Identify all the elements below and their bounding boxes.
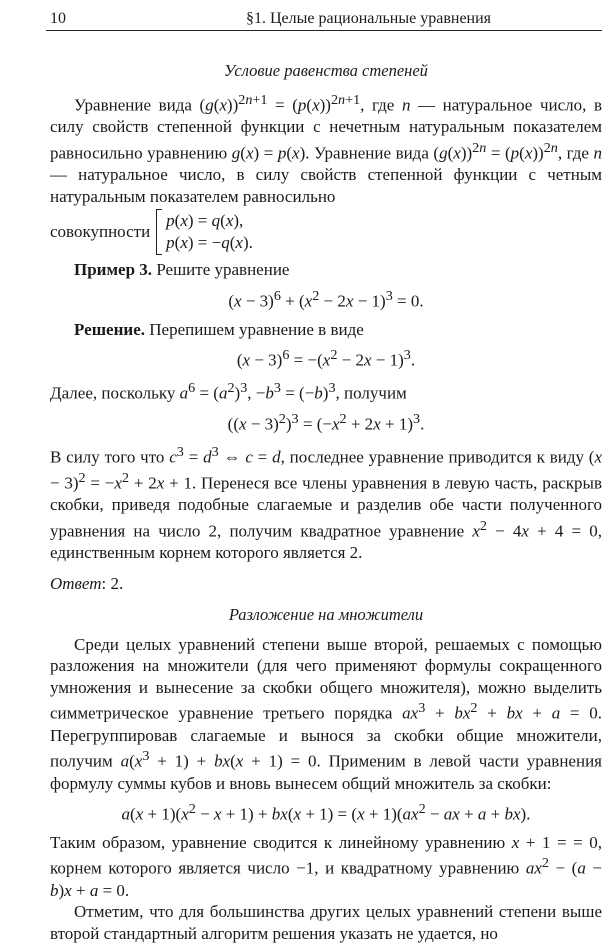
example-label: Пример 3.: [74, 260, 153, 280]
system-line-1: p(x) = q(x),: [166, 211, 244, 231]
equation-system: [50, 209, 602, 255]
solution-equation-1: $(x - 3)^6 = -(x^2 - 2x - 1)^3$.: [236, 347, 416, 370]
system-line-2: p(x) = −q(x).: [166, 233, 253, 253]
paragraph-factoring-3: Отметим, что для большинства других целых уравнений степени выше второй стандартный алгоритм решения указать не удается, но: [50, 902, 602, 943]
page-content: [50, 56, 602, 944]
solution-text: Перепишем уравнение в виде: [149, 319, 364, 339]
solution-heading: [50, 319, 602, 341]
paragraph-factoring-2: Таким образом, уравнение сводится к линейному уравнению x + 1 = = 0, корнем которого является число −1, и квадратному уравнению $ax^2 - (a - b)x + a = 0$.: [50, 832, 603, 900]
solution-equation-2: $((x - 3)^2)^3 = (-x^2 + 2x + 1)^3$.: [227, 411, 425, 434]
paragraph-powers: Уравнение вида $(g(x))^{2n+1} = (p(x))^{2n+1}$, где n — натуральное число, в силу свойств степенной функции с нечетным натуральным показателем равносильно уравнению g(x) = p(x). Уравнение вида $(g(x))^{2n} = (p(x))^{2n}$, где n — натуральное число, в силу свойств степенной функции с четным натуральным показателем равносильно: [50, 92, 603, 206]
answer-label: Ответ: [50, 573, 102, 593]
answer: [50, 574, 602, 594]
factoring-equation: $a(x + 1)(x^2 - x + 1) + bx(x + 1) = (x + 1)(ax^2$ − ax + a + bx).: [121, 801, 531, 824]
running-title: §1. Целые рациональные уравнения: [246, 10, 492, 27]
solution-label: Решение.: [74, 319, 145, 339]
section-title-powers: Условие равенства степеней: [224, 61, 428, 80]
page-number: 10: [50, 10, 66, 27]
example-heading: [50, 259, 602, 281]
solution-line-2: Далее, поскольку $a^6 = (a^2)^3$, $-b^3 = (-b)^3$, получим: [50, 379, 407, 403]
example-equation: $(x - 3)^6 + (x^2 - 2x - 1)^3 = 0$.: [228, 287, 424, 311]
system-lines: [166, 210, 253, 254]
section-title-factoring: Разложение на множители: [228, 604, 424, 624]
paragraph-factoring-1: Среди целых уравнений степени выше второй, решаемых с помощью разложения на множители (для чего применяют формулы сокращенного умножения и вынесение за скобки общего множителя), можно выделить симметрическое уравнение третьего порядка $ax^3 + bx^2$ + bx + a = 0. Перегруппировав слагаемые и вынося за скобки общие множители, получим $a(x^3 + 1) + bx(x + 1) = 0$. Применим в левой части уравнения формулу суммы кубов и вновь вынесем общий множитель за скобки:: [50, 634, 603, 793]
example-text: Решите уравнение: [156, 260, 290, 280]
square-bracket-icon: [156, 209, 162, 255]
system-label: совокупности: [50, 222, 151, 242]
answer-value: : 2.: [101, 573, 124, 593]
page-header: [46, 6, 602, 31]
solution-paragraph: В силу того что $c^3 = d^3$ ⇔ c = d, последнее уравнение приводится к виду $(x - 3)^2 = -x^2 + 2x + 1$. Перенеся все члены уравнения в левую часть, раскрыв скобки, приведя подобные слагаемые и разделив обе части полученного уравнения на число 2, получим квадратное уравнение $x^2 - 4x + 4 = 0$, единственным корнем которого является 2.: [50, 443, 602, 563]
